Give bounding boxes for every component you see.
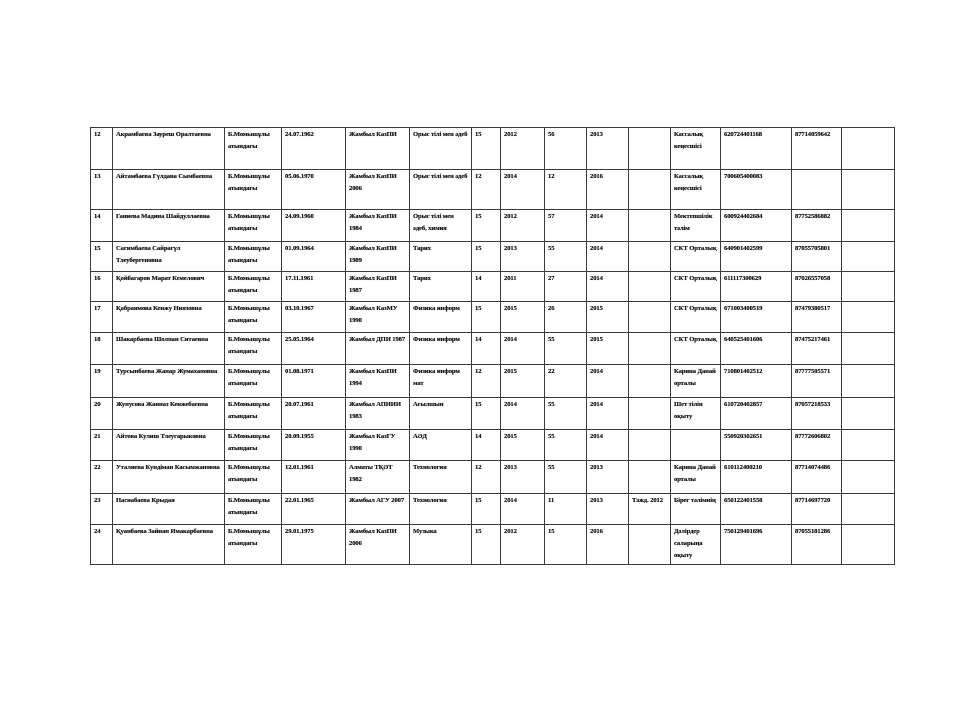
cell-category-year: 2013 [587, 461, 629, 494]
cell-course-year: 2012 [501, 210, 545, 242]
cell-extra [629, 242, 671, 272]
cell-full-name: Ганиева Мадина Шайдуллаевна [113, 210, 225, 242]
cell-extra [629, 128, 671, 170]
cell-extra [629, 210, 671, 242]
cell-category-number: 26 [545, 302, 587, 333]
cell-school: Б.Момышұлы атындағы [225, 302, 282, 333]
cell-category-year: 2015 [587, 333, 629, 365]
cell-full-name: Қабраимова Кенжу Ниязовна [113, 302, 225, 333]
cell-specialty: Орыс тілі мен әдеб [410, 128, 472, 170]
cell-iin: 600924402684 [721, 210, 792, 242]
cell-extra [629, 170, 671, 210]
cell-school: Б.Момышұлы атындағы [225, 242, 282, 272]
cell-iin: 671003400519 [721, 302, 792, 333]
cell-full-name: Қуанбаева Зайнап Имакарбаевна [113, 525, 225, 565]
cell-category-year: 2014 [587, 398, 629, 430]
cell-education: Жамбыл КазПИ 1989 [346, 242, 410, 272]
cell-education: Жамбыл КазМУ 1990 [346, 302, 410, 333]
cell-category-year: 2014 [587, 430, 629, 461]
cell-full-name: Жунусова Жанназ Кенжебаевна [113, 398, 225, 430]
cell-phone: 87714697720 [792, 494, 842, 525]
cell-specialty: Музыка [410, 525, 472, 565]
cell-row-number: 15 [91, 242, 113, 272]
cell-teaching-years: 14 [472, 272, 501, 302]
cell-row-number: 18 [91, 333, 113, 365]
cell-row-number: 16 [91, 272, 113, 302]
cell-category-year: 2014 [587, 365, 629, 398]
cell-extra [629, 430, 671, 461]
cell-row-number: 22 [91, 461, 113, 494]
cell-row-number: 24 [91, 525, 113, 565]
cell-education: Жамбыл КазПИ [346, 128, 410, 170]
cell-specialty: Физика информ мат [410, 365, 472, 398]
cell-iin: 550920302651 [721, 430, 792, 461]
cell-course-year: 2013 [501, 461, 545, 494]
cell-category-number: 55 [545, 398, 587, 430]
cell-notes [842, 365, 895, 398]
cell-teaching-years: 15 [472, 242, 501, 272]
cell-course-year: 2014 [501, 398, 545, 430]
cell-notes [842, 302, 895, 333]
cell-category-number: 15 [545, 525, 587, 565]
cell-notes [842, 525, 895, 565]
cell-category-number: 27 [545, 272, 587, 302]
cell-extra [629, 333, 671, 365]
table-row [91, 333, 895, 365]
cell-phone: 87057218533 [792, 398, 842, 430]
cell-education: Жамбыл КазПИ 2006 [346, 170, 410, 210]
cell-iin: 610720402857 [721, 398, 792, 430]
cell-birth-date: 01.09.1964 [282, 242, 346, 272]
cell-category-year: 2016 [587, 525, 629, 565]
cell-school: Б.Момышұлы атындағы [225, 128, 282, 170]
cell-birth-date: 03.10.1967 [282, 302, 346, 333]
cell-school: Б.Момышұлы атындағы [225, 461, 282, 494]
cell-notes [842, 210, 895, 242]
cell-teaching-years: 15 [472, 494, 501, 525]
cell-specialty: Технология [410, 494, 472, 525]
cell-category-year: 2014 [587, 272, 629, 302]
cell-row-number: 17 [91, 302, 113, 333]
cell-birth-date: 24.09.1960 [282, 210, 346, 242]
table-row [91, 365, 895, 398]
cell-specialty: АӘД [410, 430, 472, 461]
cell-row-number: 13 [91, 170, 113, 210]
cell-courses: Карина Данай орталы [671, 365, 721, 398]
cell-row-number: 23 [91, 494, 113, 525]
cell-full-name: Қойбагаров Марат Кемелович [113, 272, 225, 302]
cell-course-year: 2014 [501, 494, 545, 525]
cell-education: Жамбыл АГУ 2007 [346, 494, 410, 525]
cell-teaching-years: 12 [472, 365, 501, 398]
table-row [91, 494, 895, 525]
table-row [91, 272, 895, 302]
cell-specialty: Орыс тілі мен әдеб, химия [410, 210, 472, 242]
cell-extra [629, 365, 671, 398]
cell-full-name: Акрамбаева Зауреш Оралтаевна [113, 128, 225, 170]
cell-school: Б.Момышұлы атындағы [225, 272, 282, 302]
cell-school: Б.Момышұлы атындағы [225, 333, 282, 365]
cell-iin: 700605400083 [721, 170, 792, 210]
cell-school: Б.Момышұлы атындағы [225, 365, 282, 398]
cell-phone: 87055705801 [792, 242, 842, 272]
cell-phone: 87772606802 [792, 430, 842, 461]
cell-category-year: 2014 [587, 242, 629, 272]
cell-education: Жамбыл КазГУ 1990 [346, 430, 410, 461]
cell-row-number: 19 [91, 365, 113, 398]
table-row [91, 525, 895, 565]
cell-category-number: 55 [545, 430, 587, 461]
cell-birth-date: 20.09.1955 [282, 430, 346, 461]
cell-specialty: Технология [410, 461, 472, 494]
cell-notes [842, 272, 895, 302]
cell-phone [792, 170, 842, 210]
cell-courses: Бірег тәлімнің [671, 494, 721, 525]
cell-phone: 87475217461 [792, 333, 842, 365]
cell-phone: 87026557058 [792, 272, 842, 302]
cell-birth-date: 24.07.1962 [282, 128, 346, 170]
cell-courses: СКТ Орталық [671, 302, 721, 333]
cell-phone: 87752586882 [792, 210, 842, 242]
cell-specialty: Орыс тілі мен әдеб [410, 170, 472, 210]
cell-iin: 750129401696 [721, 525, 792, 565]
cell-notes [842, 242, 895, 272]
cell-birth-date: 25.05.1964 [282, 333, 346, 365]
cell-school: Б.Момышұлы атындағы [225, 525, 282, 565]
table-row [91, 170, 895, 210]
cell-specialty: Тарих [410, 272, 472, 302]
cell-course-year: 2014 [501, 333, 545, 365]
cell-birth-date: 12.01.1961 [282, 461, 346, 494]
cell-category-number: 55 [545, 242, 587, 272]
cell-full-name: Шакарбаева Шолпан Ситаевна [113, 333, 225, 365]
cell-category-year: 2013 [587, 494, 629, 525]
cell-birth-date: 22.01.1965 [282, 494, 346, 525]
cell-notes [842, 128, 895, 170]
staff-table [90, 127, 895, 565]
cell-category-year: 2015 [587, 302, 629, 333]
cell-row-number: 20 [91, 398, 113, 430]
cell-category-number: 12 [545, 170, 587, 210]
cell-education: Жамбыл КазПИ 1984 [346, 210, 410, 242]
cell-extra: Тәжд. 2012 [629, 494, 671, 525]
cell-birth-date: 01.08.1971 [282, 365, 346, 398]
cell-courses: СКТ Орталық [671, 333, 721, 365]
cell-specialty: Физика информ [410, 302, 472, 333]
cell-phone: 87777505571 [792, 365, 842, 398]
cell-category-number: 56 [545, 128, 587, 170]
cell-education: Жамбыл ДПИ 1987 [346, 333, 410, 365]
cell-iin: 640901402599 [721, 242, 792, 272]
cell-education: Жамбыл КазПИ 1994 [346, 365, 410, 398]
cell-school: Б.Момышұлы атындағы [225, 494, 282, 525]
cell-category-number: 22 [545, 365, 587, 398]
cell-course-year: 2015 [501, 302, 545, 333]
cell-iin: 610112400210 [721, 461, 792, 494]
cell-birth-date: 20.07.1961 [282, 398, 346, 430]
cell-teaching-years: 15 [472, 525, 501, 565]
cell-extra [629, 525, 671, 565]
cell-notes [842, 170, 895, 210]
cell-specialty: Тарих [410, 242, 472, 272]
cell-school: Б.Момышұлы атындағы [225, 170, 282, 210]
cell-category-number: 55 [545, 333, 587, 365]
cell-full-name: Айтамбаева Гүлдана Сымбаевна [113, 170, 225, 210]
cell-notes [842, 494, 895, 525]
cell-course-year: 2014 [501, 170, 545, 210]
cell-full-name: Уталиева Кундіман Касымжановна [113, 461, 225, 494]
cell-course-year: 2012 [501, 128, 545, 170]
cell-extra [629, 461, 671, 494]
cell-birth-date: 05.06.1970 [282, 170, 346, 210]
cell-teaching-years: 15 [472, 302, 501, 333]
cell-course-year: 2015 [501, 365, 545, 398]
cell-category-year: 2014 [587, 210, 629, 242]
cell-category-year: 2013 [587, 128, 629, 170]
cell-category-number: 55 [545, 461, 587, 494]
cell-full-name: Турсынбаева Жанар Жумахановна [113, 365, 225, 398]
cell-course-year: 2013 [501, 242, 545, 272]
cell-iin: 650122401558 [721, 494, 792, 525]
cell-teaching-years: 15 [472, 398, 501, 430]
cell-phone: 87714074486 [792, 461, 842, 494]
cell-course-year: 2012 [501, 525, 545, 565]
cell-course-year: 2011 [501, 272, 545, 302]
cell-school: Б.Момышұлы атындағы [225, 210, 282, 242]
table-row [91, 398, 895, 430]
cell-iin: 710801402512 [721, 365, 792, 398]
cell-courses: СКТ Орталық [671, 242, 721, 272]
cell-specialty: Ағылшын [410, 398, 472, 430]
cell-notes [842, 461, 895, 494]
cell-phone: 87714059642 [792, 128, 842, 170]
cell-full-name: Сагимбаева Сайрагүл Тлеубергеновна [113, 242, 225, 272]
cell-course-year: 2015 [501, 430, 545, 461]
cell-teaching-years: 14 [472, 430, 501, 461]
table-row [91, 242, 895, 272]
cell-extra [629, 302, 671, 333]
cell-full-name: Айтова Кулиш Тлеугарыковна [113, 430, 225, 461]
cell-teaching-years: 15 [472, 210, 501, 242]
cell-category-number: 57 [545, 210, 587, 242]
cell-education: Алматы ТҚӘТ 1982 [346, 461, 410, 494]
table-row [91, 210, 895, 242]
cell-teaching-years: 12 [472, 461, 501, 494]
cell-education: Жамбыл КазПИ 2006 [346, 525, 410, 565]
cell-specialty: Физика информ [410, 333, 472, 365]
table-row [91, 461, 895, 494]
cell-notes [842, 430, 895, 461]
cell-extra [629, 398, 671, 430]
table-row [91, 430, 895, 461]
cell-school: Б.Момышұлы атындағы [225, 398, 282, 430]
table-row [91, 128, 895, 170]
cell-row-number: 12 [91, 128, 113, 170]
cell-row-number: 14 [91, 210, 113, 242]
cell-courses: Дәлірдер саларыңа оқыту [671, 525, 721, 565]
cell-phone: 87479380517 [792, 302, 842, 333]
cell-iin: 640525401606 [721, 333, 792, 365]
cell-row-number: 21 [91, 430, 113, 461]
cell-school: Б.Момышұлы атындағы [225, 430, 282, 461]
cell-teaching-years: 14 [472, 333, 501, 365]
cell-category-number: 11 [545, 494, 587, 525]
cell-courses: Карина Данай орталы [671, 461, 721, 494]
cell-notes [842, 398, 895, 430]
cell-education: Жамбыл АПИИИ 1983 [346, 398, 410, 430]
cell-iin: 611117300629 [721, 272, 792, 302]
cell-education: Жамбыл КазПИ 1987 [346, 272, 410, 302]
cell-birth-date: 17.11.1961 [282, 272, 346, 302]
cell-birth-date: 29.01.1975 [282, 525, 346, 565]
cell-extra [629, 272, 671, 302]
cell-courses: СКТ Орталық [671, 272, 721, 302]
table-row [91, 302, 895, 333]
cell-phone: 87055181286 [792, 525, 842, 565]
cell-courses: Шет тілін оқыту [671, 398, 721, 430]
cell-courses [671, 430, 721, 461]
cell-courses: Кассалық кеңесшісі [671, 128, 721, 170]
cell-full-name: Насиабаева Крыдая [113, 494, 225, 525]
cell-courses: Кассалық кеңесшісі [671, 170, 721, 210]
cell-notes [842, 333, 895, 365]
table-body [91, 128, 895, 565]
cell-category-year: 2016 [587, 170, 629, 210]
cell-iin: 620724401168 [721, 128, 792, 170]
cell-teaching-years: 15 [472, 128, 501, 170]
cell-teaching-years: 12 [472, 170, 501, 210]
cell-courses: Мектепшілік тәлім [671, 210, 721, 242]
